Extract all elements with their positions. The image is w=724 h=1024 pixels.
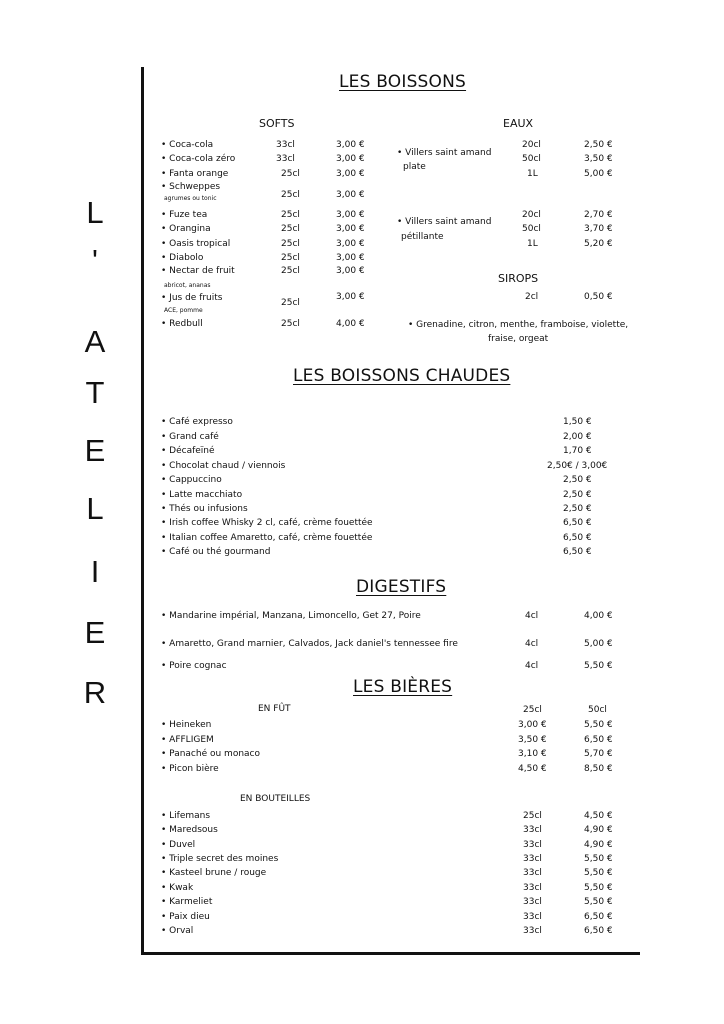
- soft-size: 25cl: [281, 298, 300, 308]
- subtitle-bouteilles: EN BOUTEILLES: [240, 794, 311, 804]
- biere-fut-price-25: 4,50 €: [518, 764, 547, 774]
- eau-price: 2,70 €: [584, 210, 613, 220]
- brand-letter: A: [84, 324, 106, 359]
- vertical-divider: [141, 67, 144, 955]
- chaude-name: • Décafeïné: [161, 446, 215, 456]
- soft-price: 3,00 €: [336, 266, 365, 276]
- biere-bouteille-size: 25cl: [523, 811, 542, 821]
- eau-size: 1L: [527, 169, 538, 179]
- biere-fut-price-25: 3,10 €: [518, 749, 547, 759]
- soft-size: 33cl: [276, 154, 295, 164]
- sirop-price: 0,50 €: [584, 292, 613, 302]
- soft-price: 3,00 €: [336, 292, 365, 302]
- eau-price: 5,20 €: [584, 239, 613, 249]
- soft-name: • Diabolo: [161, 253, 204, 263]
- chaude-name: • Latte macchiato: [161, 490, 243, 500]
- biere-bouteille-name: • Lifemans: [161, 811, 211, 821]
- chaude-price: 1,70 €: [563, 446, 592, 456]
- chaude-price: 6,50 €: [563, 533, 592, 543]
- soft-name: • Fanta orange: [161, 169, 229, 179]
- soft-price: 3,00 €: [336, 239, 365, 249]
- soft-name: • Coca-cola zéro: [161, 154, 236, 164]
- soft-name: • Coca-cola: [161, 140, 214, 150]
- eau-size: 50cl: [522, 154, 541, 164]
- soft-price: 3,00 €: [336, 210, 365, 220]
- eau-size: 20cl: [522, 210, 541, 220]
- chaude-name: • Café ou thé gourmand: [161, 547, 271, 557]
- biere-fut-name: • Heineken: [161, 720, 212, 730]
- biere-bouteille-price: 5,50 €: [584, 897, 613, 907]
- eau-price: 5,00 €: [584, 169, 613, 179]
- biere-bouteille-price: 6,50 €: [584, 926, 613, 936]
- brand-letter: T: [85, 375, 105, 410]
- chaude-price: 2,50€ / 3,00€: [547, 461, 608, 471]
- eau-size: 50cl: [522, 224, 541, 234]
- biere-bouteille-size: 33cl: [523, 926, 542, 936]
- biere-bouteille-name: • Kasteel brune / rouge: [161, 868, 267, 878]
- soft-price: 4,00 €: [336, 319, 365, 329]
- biere-bouteille-size: 33cl: [523, 825, 542, 835]
- sirop-flavors: • Grenadine, citron, menthe, framboise, violette,: [408, 320, 629, 330]
- biere-fut-price-50: 5,70 €: [584, 749, 613, 759]
- biere-fut-price-25: 3,50 €: [518, 735, 547, 745]
- chaude-name: • Cappuccino: [161, 475, 222, 485]
- soft-price: 3,00 €: [336, 253, 365, 263]
- soft-name: • Nectar de fruit: [161, 266, 235, 276]
- brand-letter: R: [83, 675, 107, 710]
- soft-name: • Orangina: [161, 224, 211, 234]
- chaude-price: 2,50 €: [563, 475, 592, 485]
- soft-price: 3,00 €: [336, 190, 365, 200]
- bottom-divider: [141, 952, 640, 955]
- digestif-name: • Mandarine impérial, Manzana, Limoncello, Get 27, Poire: [161, 611, 421, 621]
- biere-fut-price-50: 8,50 €: [584, 764, 613, 774]
- digestif-name: • Amaretto, Grand marnier, Calvados, Jack daniel's tennessee fire: [161, 639, 458, 649]
- soft-price: 3,00 €: [336, 169, 365, 179]
- digestif-size: 4cl: [525, 639, 539, 649]
- soft-price: 3,00 €: [336, 140, 365, 150]
- biere-bouteille-name: • Maredsous: [161, 825, 218, 835]
- eau-price: 3,70 €: [584, 224, 613, 234]
- soft-name: • Jus de fruits: [161, 293, 223, 303]
- brand-letter: E: [84, 615, 106, 650]
- subtitle-eaux: EAUX: [503, 117, 534, 130]
- digestif-price: 4,00 €: [584, 611, 613, 621]
- section-title-boissons: LES BOISSONS: [339, 72, 467, 92]
- eau-size: 20cl: [522, 140, 541, 150]
- biere-fut-name: • Picon bière: [161, 764, 219, 774]
- biere-bouteille-size: 33cl: [523, 912, 542, 922]
- digestif-price: 5,00 €: [584, 639, 613, 649]
- chaude-name: • Café expresso: [161, 417, 233, 427]
- subtitle-fut: EN FÛT: [258, 704, 291, 714]
- eau-name: • Villers saint amand: [397, 148, 492, 158]
- chaude-name: • Thés ou infusions: [161, 504, 248, 514]
- chaude-price: 2,50 €: [563, 504, 592, 514]
- soft-size: 25cl: [281, 253, 300, 263]
- eau-size: 1L: [527, 239, 538, 249]
- biere-bouteille-price: 5,50 €: [584, 883, 613, 893]
- digestif-name: • Poire cognac: [161, 661, 227, 671]
- soft-size: 25cl: [281, 190, 300, 200]
- biere-bouteille-size: 33cl: [523, 883, 542, 893]
- eau-name-line2: pétillante: [401, 232, 444, 242]
- sirop-flavors-line2: fraise, orgeat: [488, 334, 549, 344]
- biere-bouteille-price: 4,90 €: [584, 840, 613, 850]
- biere-bouteille-price: 6,50 €: [584, 912, 613, 922]
- soft-price: 3,00 €: [336, 154, 365, 164]
- soft-note: agrumes ou tonic: [164, 195, 217, 202]
- soft-name: • Fuze tea: [161, 210, 208, 220]
- soft-name: • Oasis tropical: [161, 239, 231, 249]
- biere-bouteille-name: • Paix dieu: [161, 912, 210, 922]
- chaude-name: • Grand café: [161, 432, 219, 442]
- brand-letter: ': [92, 243, 98, 278]
- biere-bouteille-size: 33cl: [523, 854, 542, 864]
- biere-fut-price-50: 5,50 €: [584, 720, 613, 730]
- soft-size: 25cl: [281, 169, 300, 179]
- biere-bouteille-name: • Kwak: [161, 883, 194, 893]
- digestif-size: 4cl: [525, 661, 539, 671]
- biere-bouteille-price: 5,50 €: [584, 868, 613, 878]
- section-title-bieres: LES BIÈRES: [353, 677, 453, 697]
- sirop-size: 2cl: [525, 292, 539, 302]
- soft-size: 25cl: [281, 319, 300, 329]
- digestif-size: 4cl: [525, 611, 539, 621]
- digestif-price: 5,50 €: [584, 661, 613, 671]
- chaude-name: • Irish coffee Whisky 2 cl, café, crème fouettée: [161, 518, 373, 528]
- soft-note: ACE, pomme: [164, 307, 203, 314]
- soft-size: 25cl: [281, 266, 300, 276]
- brand-letter: L: [86, 195, 104, 230]
- brand-letter: L: [86, 491, 104, 526]
- subtitle-sirops: SIROPS: [498, 272, 539, 285]
- biere-bouteille-price: 4,50 €: [584, 811, 613, 821]
- section-title-chaudes: LES BOISSONS CHAUDES: [293, 366, 511, 386]
- biere-fut-name: • Panaché ou monaco: [161, 749, 260, 759]
- biere-bouteille-price: 4,90 €: [584, 825, 613, 835]
- soft-note: abricot, ananas: [164, 282, 211, 289]
- biere-bouteille-size: 33cl: [523, 897, 542, 907]
- col-header-25cl: 25cl: [523, 705, 542, 715]
- biere-bouteille-name: • Triple secret des moines: [161, 854, 279, 864]
- biere-bouteille-name: • Orval: [161, 926, 194, 936]
- biere-bouteille-size: 33cl: [523, 868, 542, 878]
- soft-name: • Schweppes: [161, 182, 221, 192]
- eau-name: • Villers saint amand: [397, 217, 492, 227]
- biere-bouteille-size: 33cl: [523, 840, 542, 850]
- soft-size: 25cl: [281, 224, 300, 234]
- brand-letter: I: [90, 554, 100, 589]
- chaude-price: 6,50 €: [563, 518, 592, 528]
- chaude-name: • Italian coffee Amaretto, café, crème fouettée: [161, 533, 373, 543]
- brand-letter: E: [84, 433, 106, 468]
- biere-fut-price-50: 6,50 €: [584, 735, 613, 745]
- soft-name: • Redbull: [161, 319, 203, 329]
- eau-price: 2,50 €: [584, 140, 613, 150]
- soft-price: 3,00 €: [336, 224, 365, 234]
- soft-size: 33cl: [276, 140, 295, 150]
- biere-bouteille-name: • Karmeliet: [161, 897, 213, 907]
- soft-size: 25cl: [281, 239, 300, 249]
- chaude-price: 6,50 €: [563, 547, 592, 557]
- eau-name-line2: plate: [403, 162, 426, 172]
- subtitle-softs: SOFTS: [259, 117, 295, 130]
- soft-size: 25cl: [281, 210, 300, 220]
- eau-price: 3,50 €: [584, 154, 613, 164]
- biere-fut-name: • AFFLIGEM: [161, 735, 214, 745]
- section-title-digestifs: DIGESTIFS: [356, 577, 447, 597]
- chaude-price: 2,00 €: [563, 432, 592, 442]
- biere-bouteille-name: • Duvel: [161, 840, 196, 850]
- chaude-name: • Chocolat chaud / viennois: [161, 461, 286, 471]
- biere-fut-price-25: 3,00 €: [518, 720, 547, 730]
- biere-bouteille-price: 5,50 €: [584, 854, 613, 864]
- chaude-price: 2,50 €: [563, 490, 592, 500]
- chaude-price: 1,50 €: [563, 417, 592, 427]
- col-header-50cl: 50cl: [588, 705, 607, 715]
